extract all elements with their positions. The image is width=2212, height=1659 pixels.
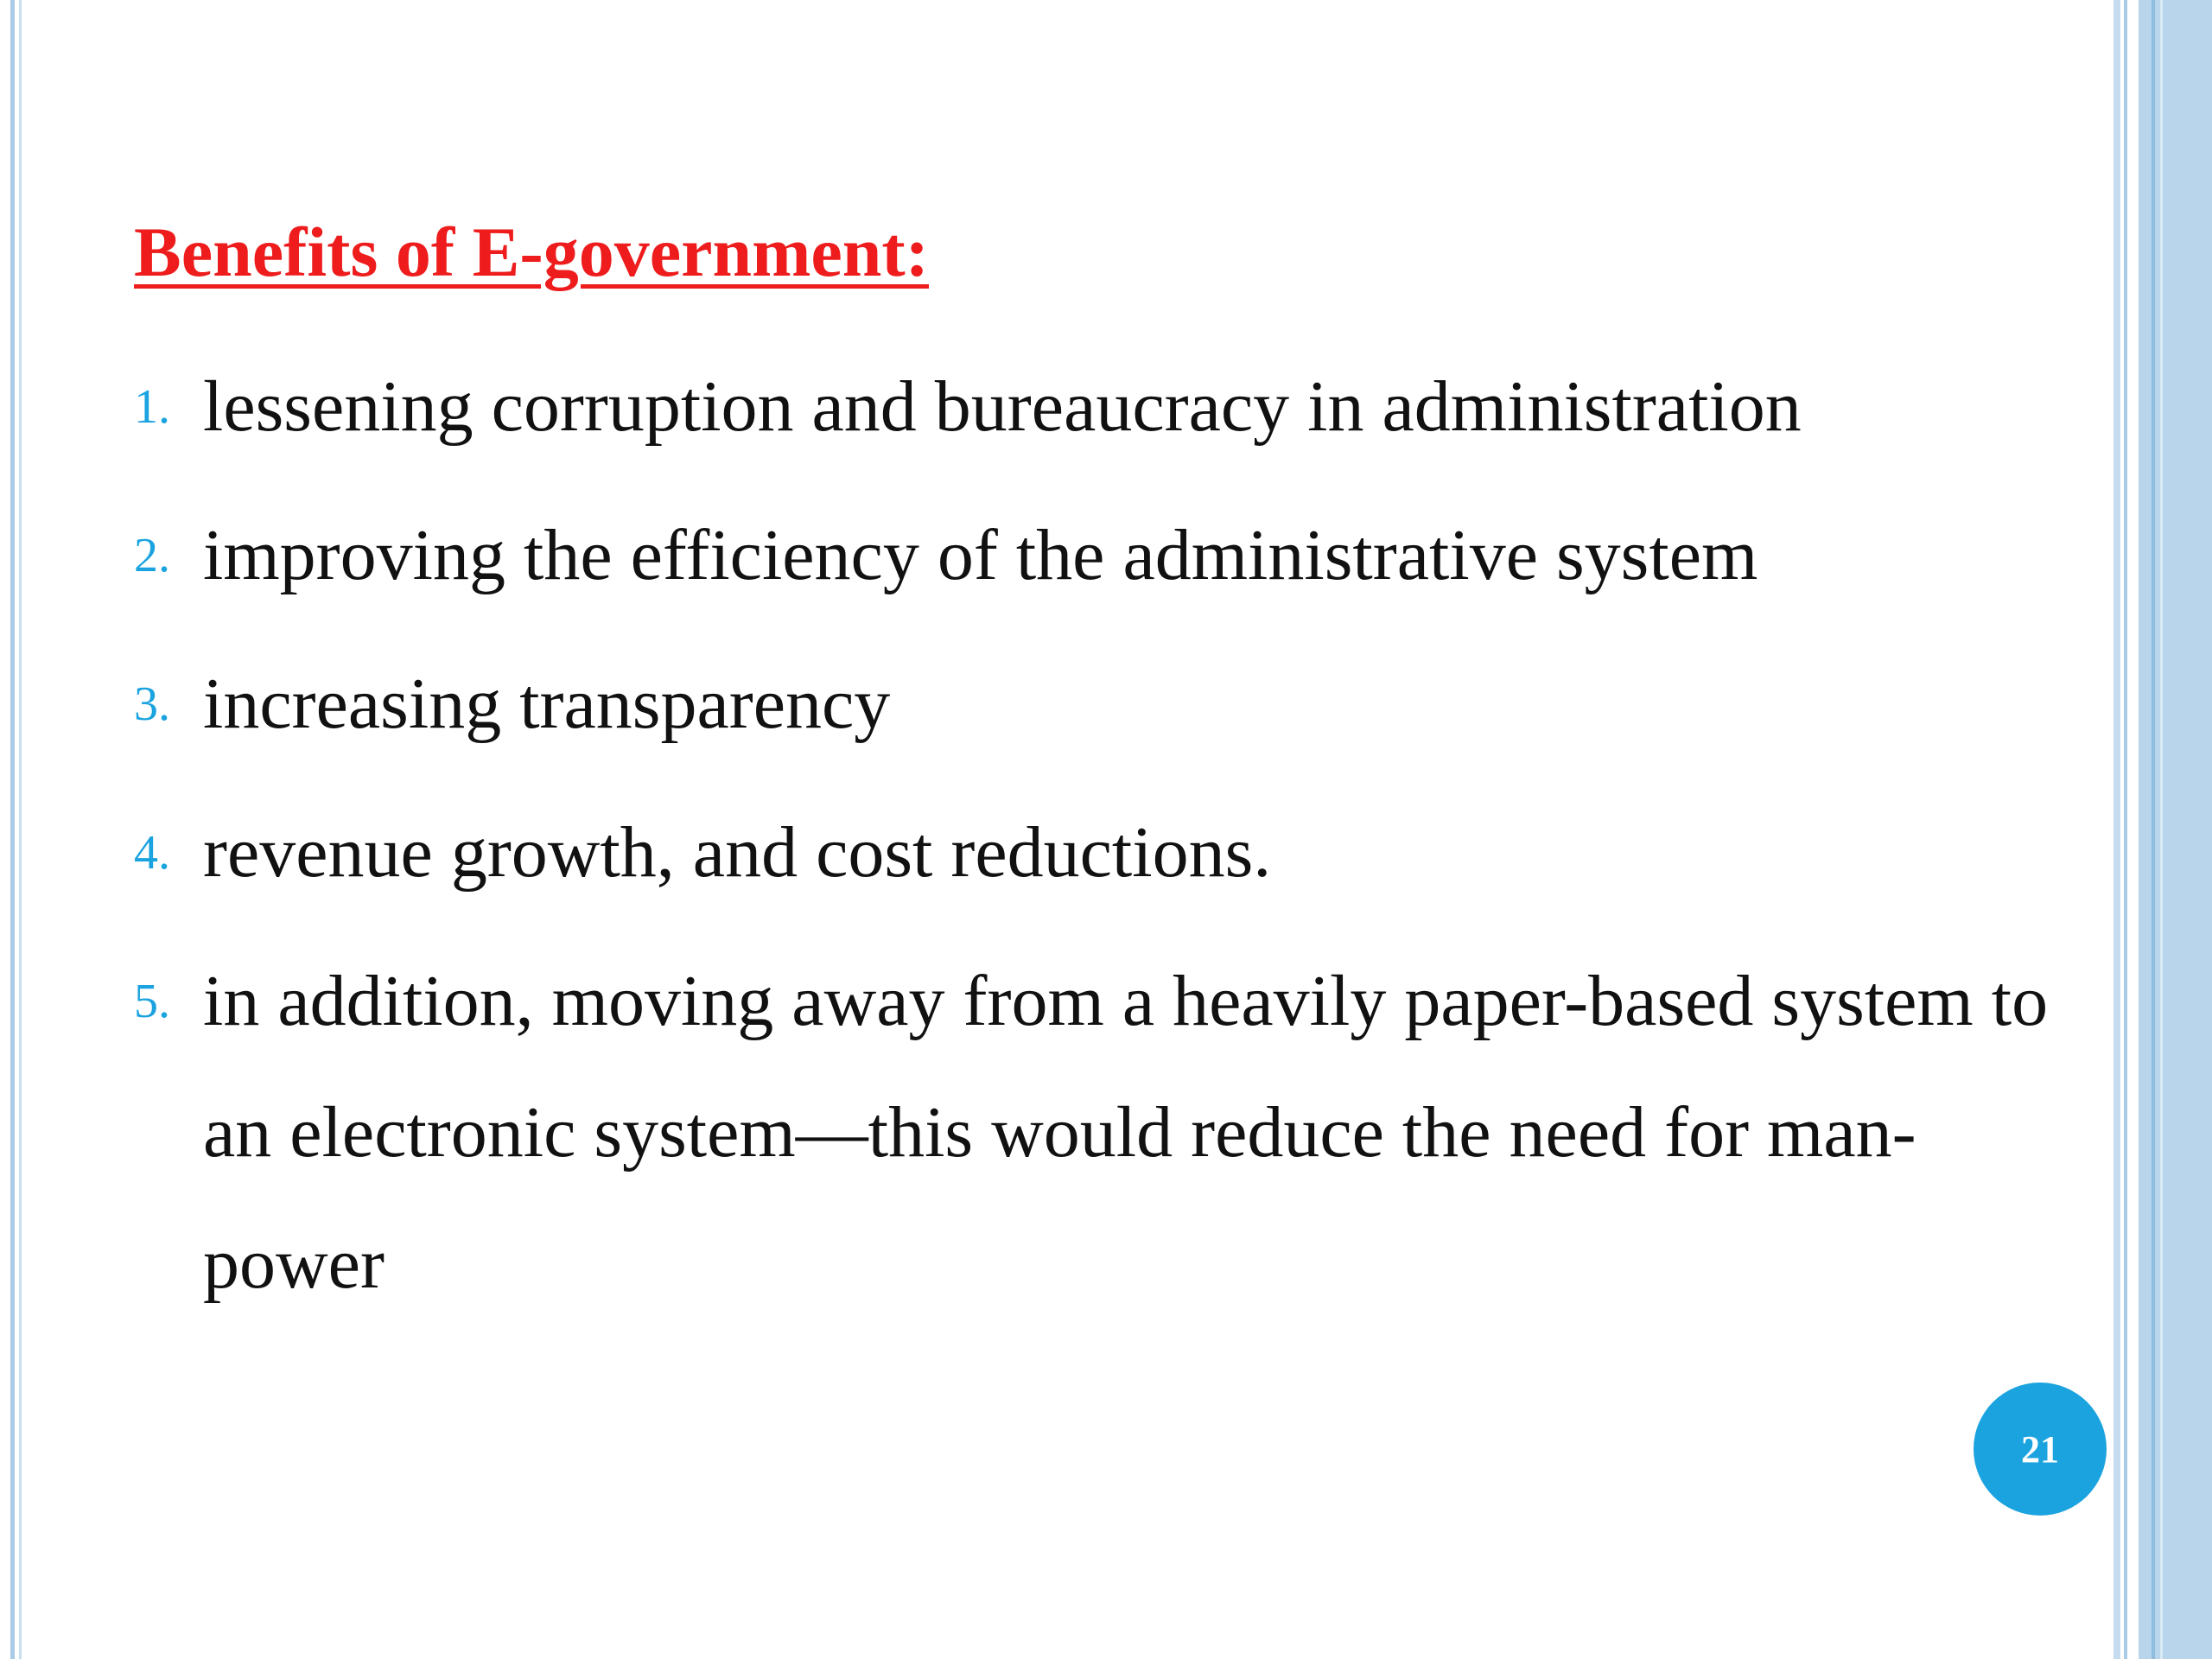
right-border-line [2124,0,2127,1659]
list-item-text: improving the efficiency of the administrative system [203,515,1758,595]
list-item-number: 2. [134,529,170,582]
list-item-text: revenue growth, and cost reductions. [203,812,1272,893]
page-number-badge: 21 [1974,1382,2107,1516]
list-item [134,341,2069,473]
left-border-line [19,0,22,1659]
benefits-list [134,341,2069,1347]
list-item [134,787,2069,918]
list-item [134,639,2069,770]
list-item [134,490,2069,621]
right-border-line [2113,0,2120,1659]
right-band-line [2152,0,2155,1659]
list-item-number: 4. [134,826,170,880]
list-item-number: 1. [134,380,170,434]
list-item [134,936,2069,1330]
list-item-text: lessening corruption and bureaucracy in administration [203,366,1802,447]
right-band-line [2160,0,2163,1659]
left-border-line [10,0,15,1659]
list-item-text: increasing transparency [203,664,891,744]
list-item-number: 3. [134,677,170,731]
right-decorative-band [2139,0,2212,1659]
list-item-text: in addition, moving away from a heavily paper-based system to an electronic system—this would reduce the need for man-power [203,961,2049,1304]
list-item-number: 5. [134,975,170,1028]
slide-title: Benefits of E-government: [134,213,930,291]
